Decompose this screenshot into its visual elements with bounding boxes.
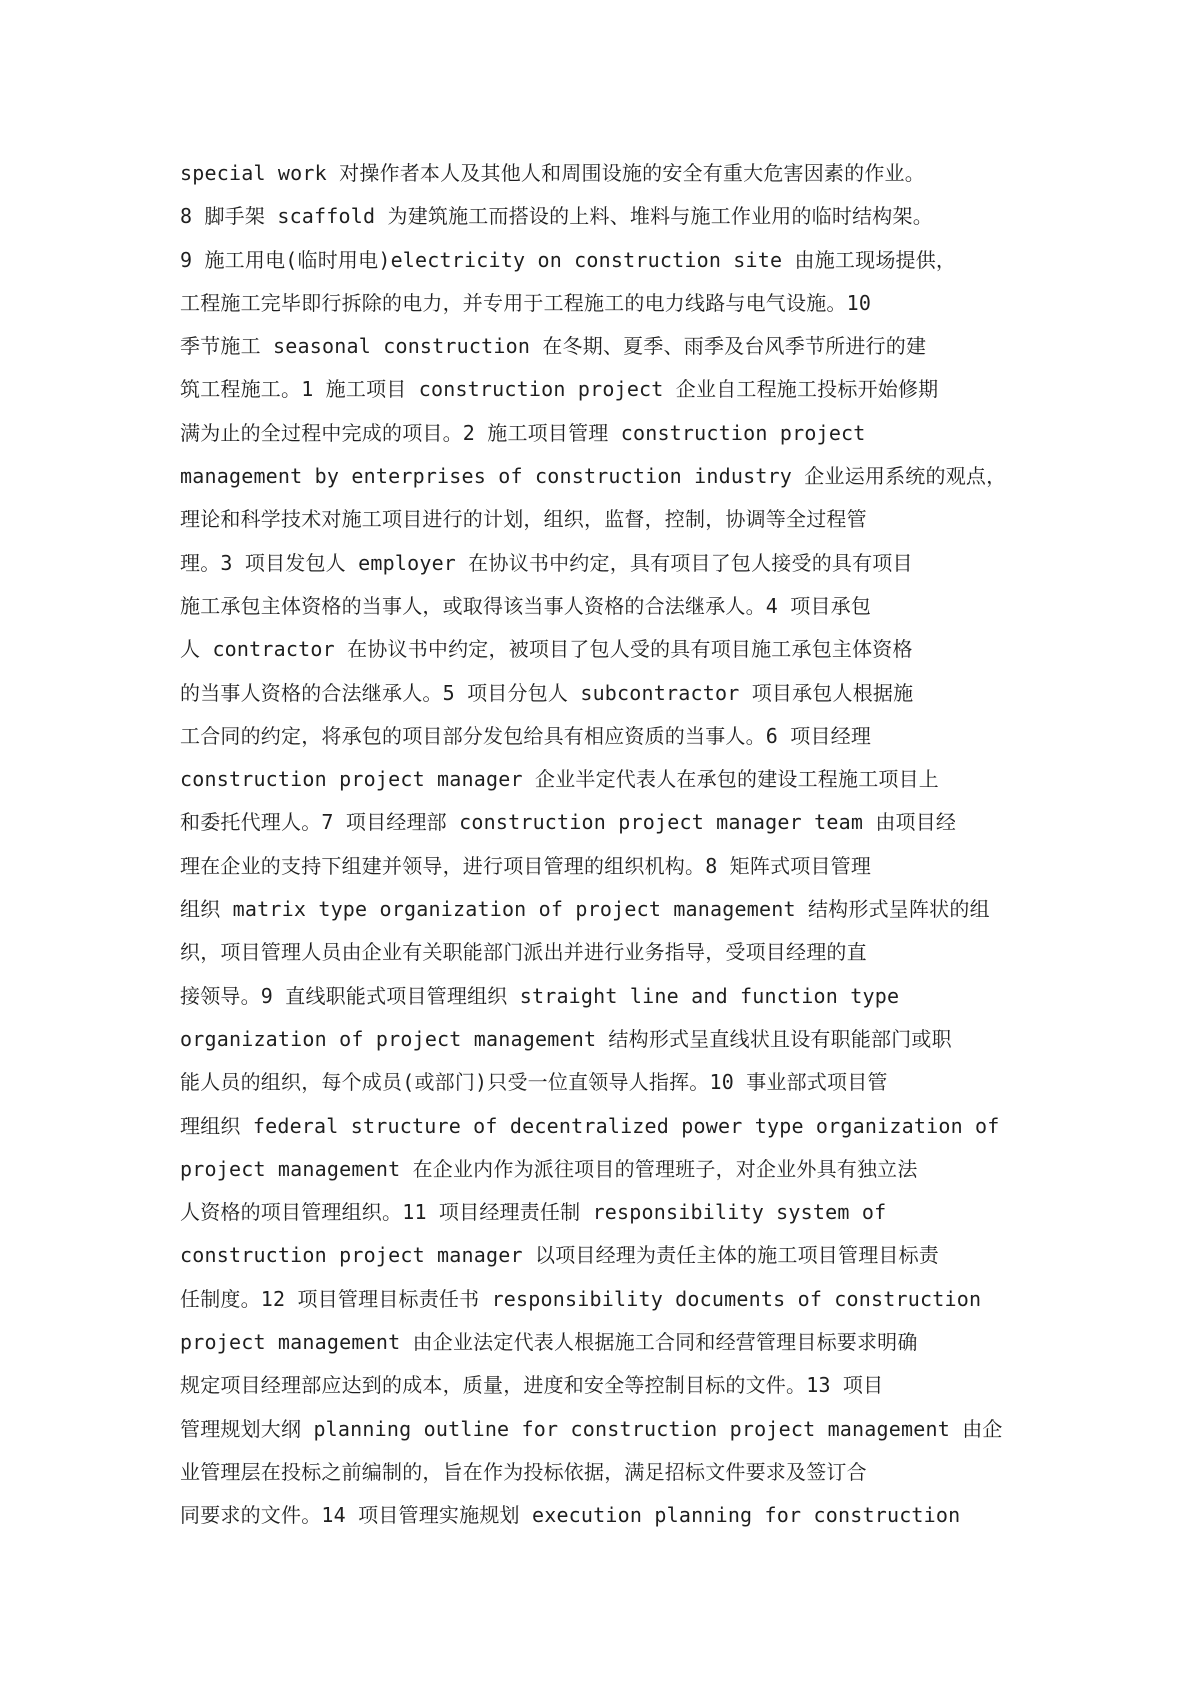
text-line: 接领导。9 直线职能式项目管理组织 straight line and function type — [180, 983, 900, 1008]
text-line: management by enterprises of construction industry 企业运用系统的观点， — [180, 464, 1007, 489]
text-line: construction project manager 以项目经理为责任主体的施工项目管理目标责 — [180, 1243, 939, 1268]
text-line: 的当事人资格的合法继承人。5 项目分包人 subcontractor 项目承包人根据施 — [180, 680, 914, 705]
text-line: 理。3 项目发包人 employer 在协议书中约定，具有项目了包人接受的具有项目 — [180, 550, 913, 575]
text-line: 和委托代理人。7 项目经理部 construction project manager team 由项目经 — [180, 810, 957, 835]
text-line: 管理规划大纲 planning outline for construction project management 由企 — [180, 1416, 1003, 1441]
text-line: project management 由企业法定代表人根据施工合同和经营管理目标要求明确 — [180, 1330, 918, 1355]
text-line: 理组织 federal structure of decentralized power type organization of — [180, 1113, 1000, 1138]
text-line: 同要求的文件。14 项目管理实施规划 execution planning for construction — [180, 1503, 961, 1528]
text-line: 业管理层在投标之前编制的，旨在作为投标依据，满足招标文件要求及签订合 — [180, 1459, 867, 1484]
text-line: 能人员的组织，每个成员(或部门)只受一位直领导人指挥。10 事业部式项目管 — [180, 1070, 888, 1095]
text-line: 理论和科学技术对施工项目进行的计划，组织，监督，控制，协调等全过程管 — [180, 507, 867, 532]
text-line: 工合同的约定，将承包的项目部分发包给具有相应资质的当事人。6 项目经理 — [180, 723, 872, 748]
body-text — [180, 152, 1040, 1538]
text-line: 工程施工完毕即行拆除的电力，并专用于工程施工的电力线路与电气设施。10 — [180, 290, 872, 315]
text-line: 组织 matrix type organization of project management 结构形式呈阵状的组 — [180, 897, 990, 922]
text-line: 施工承包主体资格的当事人，或取得该当事人资格的合法继承人。4 项目承包 — [180, 593, 872, 618]
text-line: organization of project management 结构形式呈直线状且设有职能部门或职 — [180, 1026, 952, 1051]
text-line: special work 对操作者本人及其他人和周围设施的安全有重大危害因素的作业。 — [180, 161, 925, 185]
text-line: 人 contractor 在协议书中约定，被项目了包人受的具有项目施工承包主体资格 — [180, 637, 913, 662]
text-line: project management 在企业内作为派往项目的管理班子，对企业外具有独立法 — [180, 1156, 918, 1181]
text-line: 筑工程施工。1 施工项目 construction project 企业自工程施工投标开始修期 — [180, 377, 939, 402]
text-line: 季节施工 seasonal construction 在冬期、夏季、雨季及台风季节所进行的建 — [180, 334, 927, 359]
text-line: 8 脚手架 scaffold 为建筑施工而搭设的上料、堆料与施工作业用的临时结构架。 — [180, 204, 933, 229]
text-line: 满为止的全过程中完成的项目。2 施工项目管理 construction project — [180, 420, 866, 445]
text-line: 规定项目经理部应达到的成本，质量，进度和安全等控制目标的文件。13 项目 — [180, 1373, 884, 1398]
text-line: 理在企业的支持下组建并领导，进行项目管理的组织机构。8 矩阵式项目管理 — [180, 853, 872, 878]
text-line: 任制度。12 项目管理目标责任书 responsibility documents of construction — [180, 1286, 982, 1311]
text-line: construction project manager 企业半定代表人在承包的建设工程施工项目上 — [180, 767, 939, 792]
text-line: 人资格的项目管理组织。11 项目经理责任制 responsibility system of — [180, 1200, 887, 1225]
text-line: 9 施工用电(临时用电)electricity on construction site 由施工现场提供， — [180, 247, 957, 272]
text-line: 织，项目管理人员由企业有关职能部门派出并进行业务指导，受项目经理的直 — [180, 940, 867, 965]
